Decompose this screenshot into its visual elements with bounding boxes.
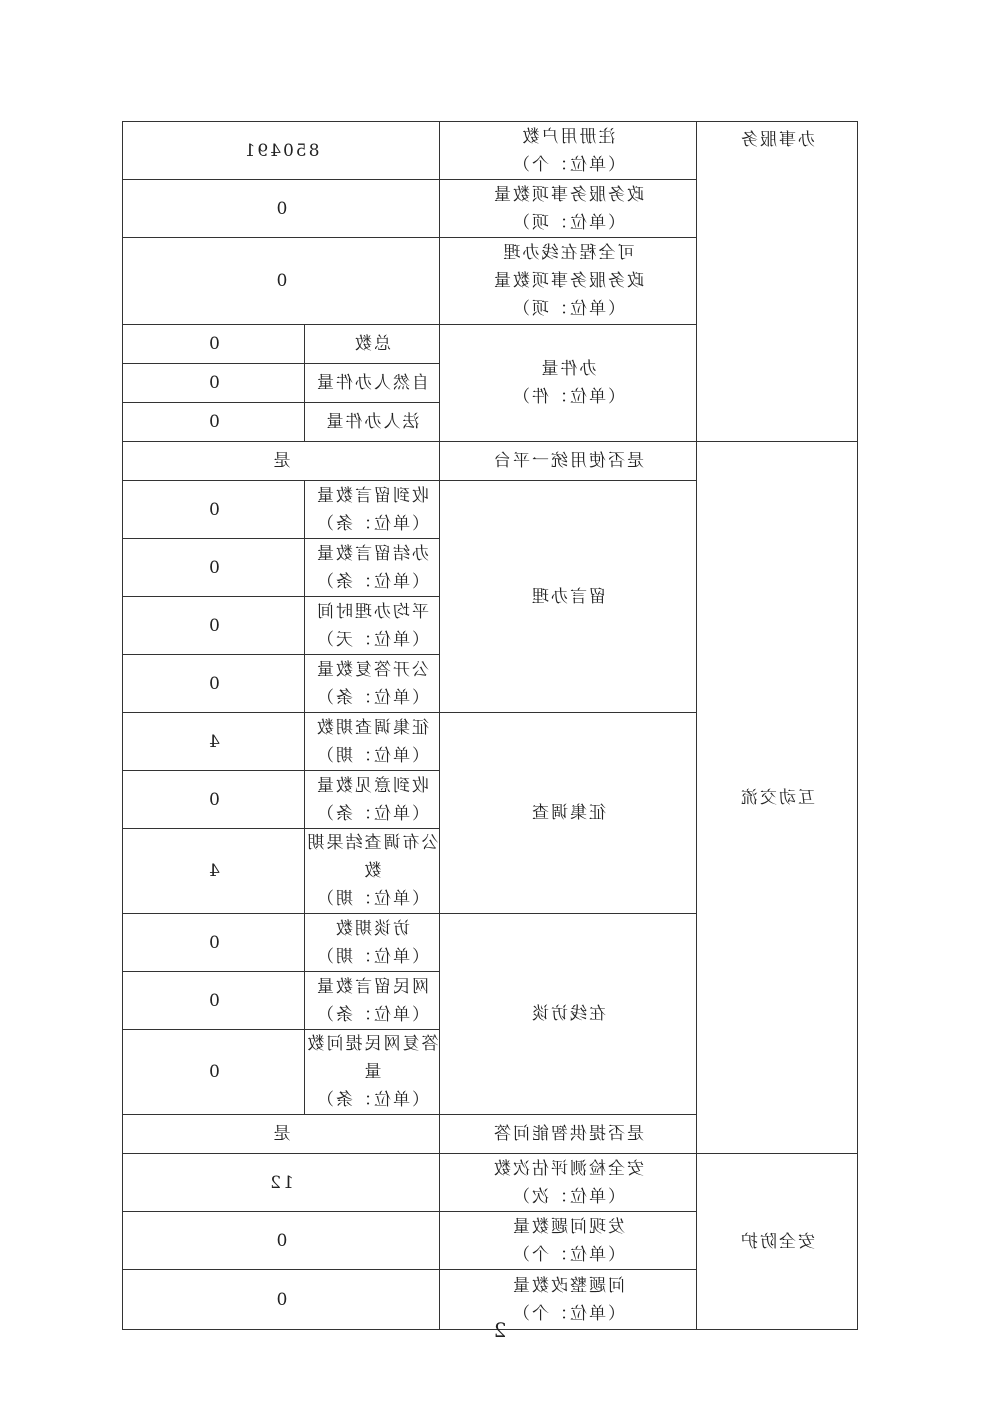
value-survey-periods: 4 [123,713,305,771]
section-interaction: 互动交流 [697,442,858,1154]
mirrored-table-sheet [123,121,858,1330]
label-unified: 是否使用统一平台 [440,442,697,481]
section-service: 办事服务 [697,122,858,442]
label-smart-qa: 是否提供智能问答 [440,1115,697,1154]
value-smart-qa: 是 [123,1115,440,1154]
label-survey-periods: 征集调查期数 （单位：期） [305,713,440,771]
value-msg-done: 0 [123,539,305,597]
page-number: 2 [493,1318,507,1342]
value-online-items: 0 [123,238,440,325]
label-interview-periods: 访谈期数 （单位：期） [305,914,440,972]
label-survey-results: 公布调查结果期数 （单位：期） [305,829,440,914]
label-interview-msgs: 网民留言数量 （单位：条） [305,972,440,1030]
label-msg-public: 公开答复数量 （单位：条） [305,655,440,713]
value-gov-items: 0 [123,180,440,238]
section-security: 安全防护 [697,1154,858,1330]
label-survey-opinions: 收到意见数量 （单位：条） [305,771,440,829]
label-sec-tests: 安全检测评估次数 （单位：次） [440,1154,697,1212]
label-msg-done: 办结留言数量 （单位：条） [305,539,440,597]
label-issues-fixed: 问题整改数量 （单位：个） [440,1270,697,1330]
label-msg-received: 收到留言数量 （单位：条） [305,481,440,539]
value-volume-natural: 0 [123,364,305,403]
value-msg-public: 0 [123,655,305,713]
value-issues-found: 0 [123,1212,440,1270]
value-interview-answers: 0 [123,1030,305,1115]
value-reg-users: 850491 [123,122,440,180]
label-reg-users: 注册用户数 （单位：个） [440,122,697,180]
value-volume-total: 0 [123,325,305,364]
value-issues-fixed: 0 [123,1270,440,1330]
label-interview-answers: 答复网民提问数量 （单位：条） [305,1030,440,1115]
group-interview: 在线访谈 [440,914,697,1115]
label-volume-legal: 法人办件量 [305,403,440,442]
value-msg-received: 0 [123,481,305,539]
label-gov-items: 政务服务事项数量 （单位：项） [440,180,697,238]
value-interview-msgs: 0 [123,972,305,1030]
group-survey: 征集调查 [440,713,697,914]
label-issues-found: 发现问题数量 （单位：个） [440,1212,697,1270]
value-survey-opinions: 0 [123,771,305,829]
label-volume-natural: 自然人办件量 [305,364,440,403]
value-survey-results: 4 [123,829,305,914]
value-unified: 是 [123,442,440,481]
label-msg-avg: 平均办理时间 （单位：天） [305,597,440,655]
group-message: 留言办理 [440,481,697,713]
value-volume-legal: 0 [123,403,305,442]
value-interview-periods: 0 [123,914,305,972]
value-sec-tests: 12 [123,1154,440,1212]
label-volume: 办件量 （单位：件） [440,325,697,442]
label-volume-total: 总数 [305,325,440,364]
value-msg-avg: 0 [123,597,305,655]
label-online-items: 可全程在线办理 政务服务事项数量 （单位：项） [440,238,697,325]
stats-table [122,121,858,1330]
